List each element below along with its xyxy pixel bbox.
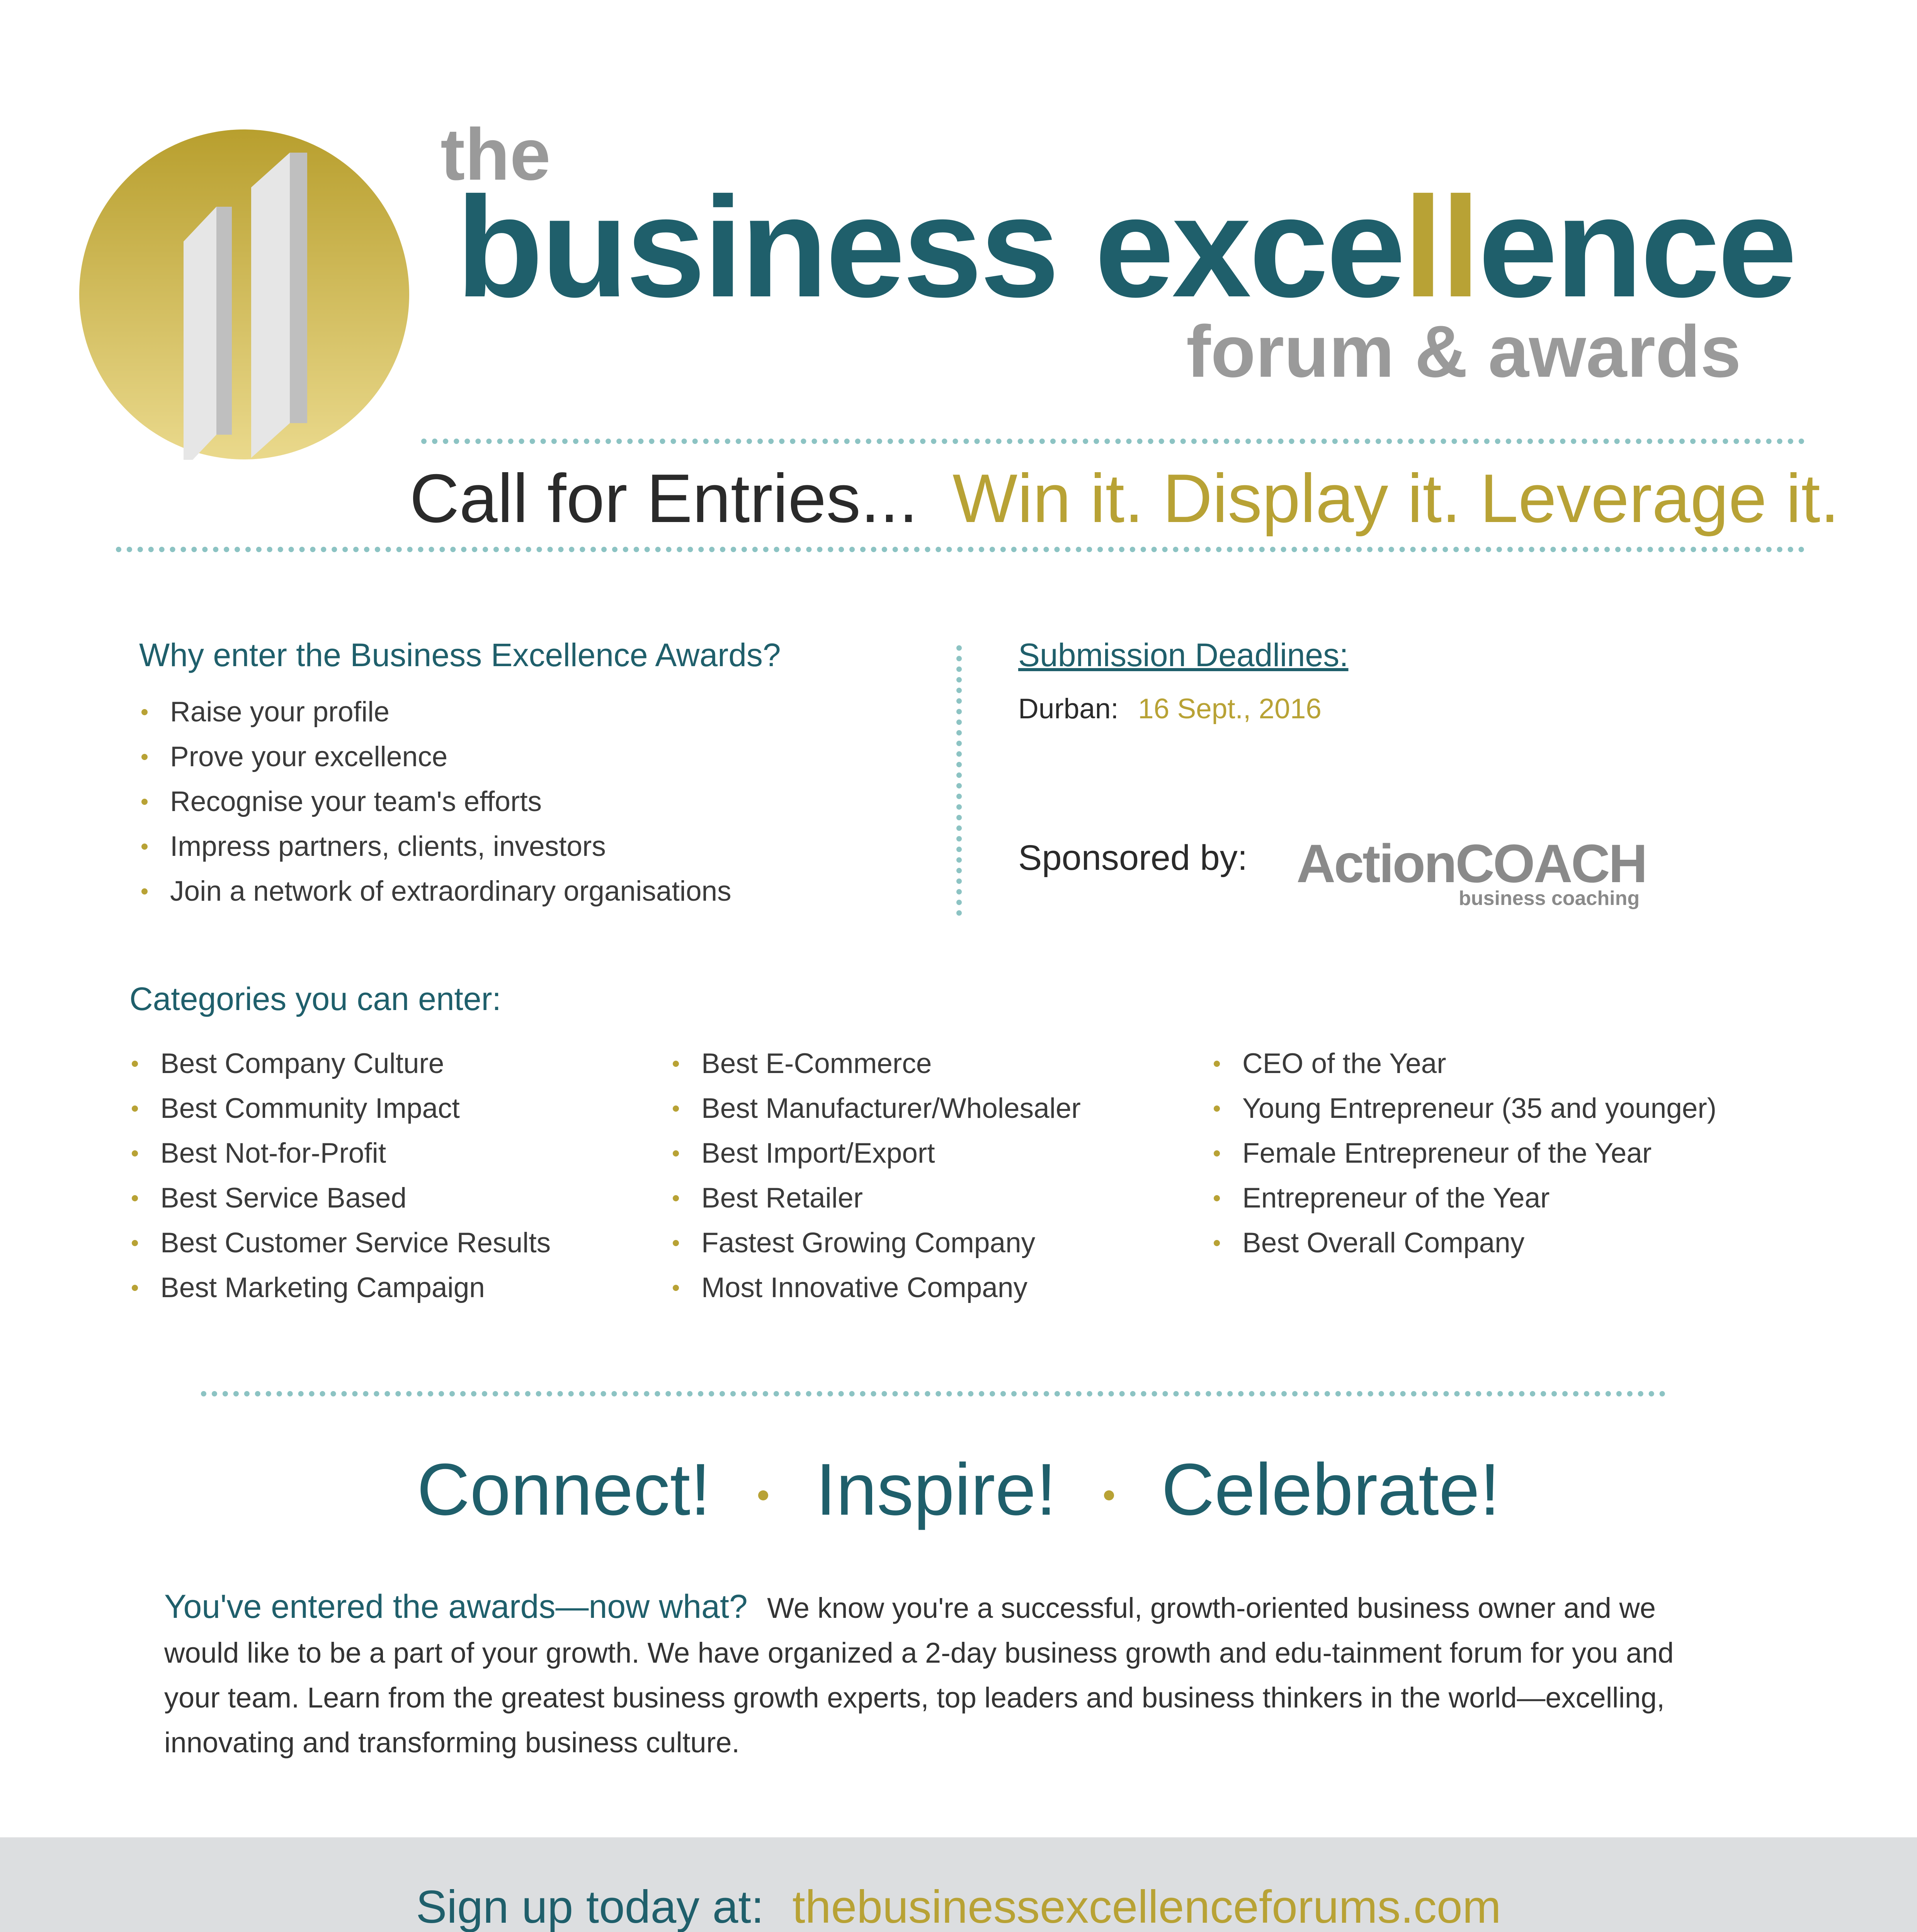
divider-tagline	[116, 547, 1805, 552]
slogan-celebrate: Celebrate!	[1161, 1449, 1500, 1531]
sponsor-logo-sub: business coaching	[1459, 887, 1640, 910]
logo-subtitle: forum & awards	[1186, 311, 1741, 393]
categories-col3	[1211, 1041, 1716, 1265]
tagline-lead: Call for Entries...	[410, 460, 918, 537]
list-item: Entrepreneur of the Year	[1211, 1176, 1716, 1221]
deadline-city: Durban:	[1018, 693, 1119, 724]
list-item: Impress partners, clients, investors	[139, 824, 731, 869]
list-item: Best Community Impact	[129, 1086, 551, 1131]
list-item: Best Import/Export	[670, 1131, 1081, 1176]
logo-word-part: business exce	[456, 167, 1403, 327]
list-item: Raise your profile	[139, 690, 731, 735]
logo-emblem	[79, 129, 410, 460]
list-item: Best Company Culture	[129, 1041, 551, 1086]
logo-wordmark	[456, 167, 1795, 327]
categories-heading: Categories you can enter:	[129, 981, 501, 1017]
why-heading: Why enter the Business Excellence Awards?	[139, 637, 781, 673]
divider-top	[421, 439, 1805, 444]
list-item: Best Marketing Campaign	[129, 1265, 551, 1310]
intro-paragraph	[164, 1584, 1691, 1765]
slogan-dot	[758, 1490, 768, 1500]
logo-word-end: ence	[1478, 167, 1795, 327]
list-item: Best Customer Service Results	[129, 1221, 551, 1265]
list-item: Best Not-for-Profit	[129, 1131, 551, 1176]
intro-body: We know you're a successful, growth-oriented business owner and we would like to be a part of your growth. We have organized a 2-day business growth and edu-tainment forum for you and your team. Learn from the greatest business growth experts, top leaders and business thinkers in the world—excelling, innovating and transforming business culture.	[164, 1592, 1674, 1759]
list-item: Join a network of extraordinary organisations	[139, 869, 731, 914]
divider-vertical	[956, 645, 962, 916]
tagline	[410, 458, 1840, 539]
list-item: Most Innovative Company	[670, 1265, 1081, 1310]
sponsor-label: Sponsored by:	[1018, 838, 1248, 878]
signup-line	[0, 1878, 1917, 1932]
list-item: Fastest Growing Company	[670, 1221, 1081, 1265]
slogan-connect: Connect!	[417, 1449, 711, 1531]
deadlines-heading: Submission Deadlines:	[1018, 637, 1349, 673]
deadline-date: 16 Sept., 2016	[1138, 693, 1322, 724]
list-item: Best E-Commerce	[670, 1041, 1081, 1086]
divider-middle	[201, 1391, 1665, 1396]
list-item: Best Overall Company	[1211, 1221, 1716, 1265]
tagline-accent: Win it. Display it. Leverage it.	[953, 460, 1840, 537]
categories-col2	[670, 1041, 1081, 1310]
list-item: Prove your excellence	[139, 735, 731, 779]
list-item: Best Manufacturer/Wholesaler	[670, 1086, 1081, 1131]
signup-label: Sign up today at:	[416, 1881, 764, 1932]
sponsor-logo-main: ActionCOACH	[1296, 833, 1646, 894]
slogan	[0, 1445, 1917, 1534]
list-item: Female Entrepreneur of the Year	[1211, 1131, 1716, 1176]
categories-col1	[129, 1041, 551, 1310]
list-item: Young Entrepreneur (35 and younger)	[1211, 1086, 1716, 1131]
intro-lead: You've entered the awards—now what?	[164, 1588, 748, 1625]
list-item: Best Retailer	[670, 1176, 1081, 1221]
sponsor-logo	[1296, 833, 1683, 910]
list-item: Recognise your team's efforts	[139, 779, 731, 824]
list-item: Best Service Based	[129, 1176, 551, 1221]
logo-the: the	[441, 114, 551, 196]
logo-word-ll: ll	[1403, 167, 1478, 327]
why-list	[139, 690, 731, 914]
slogan-inspire: Inspire!	[815, 1449, 1056, 1531]
deadline-row	[1018, 688, 1322, 730]
signup-url[interactable]: thebusinessexcellenceforums.com	[792, 1881, 1501, 1932]
slogan-dot	[1104, 1490, 1114, 1500]
list-item: CEO of the Year	[1211, 1041, 1716, 1086]
